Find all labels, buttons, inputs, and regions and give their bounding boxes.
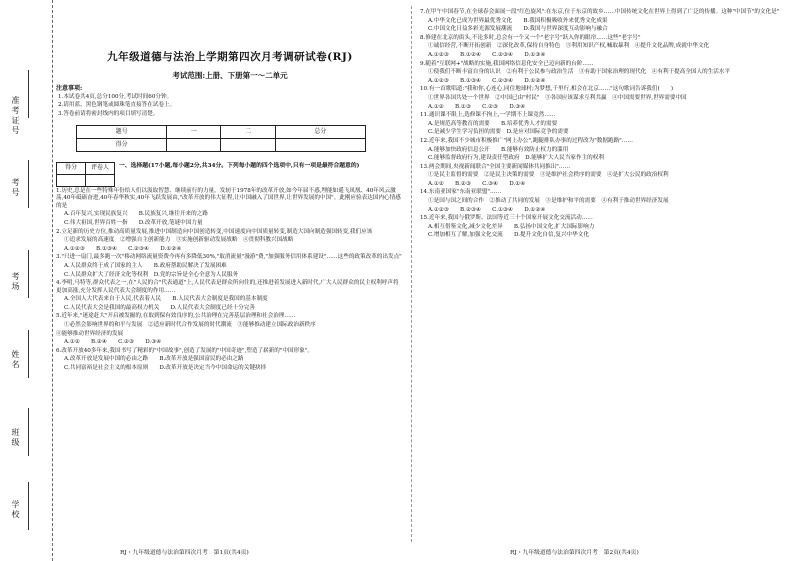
- paper-title: 九年级道德与法治上学期第四次月考调研试卷(RJ): [107, 51, 353, 63]
- note-item: 1.本试卷共4页,总分100分,考试时间60分钟。: [58, 93, 173, 100]
- score-row-label: 得分: [77, 138, 167, 151]
- score-cell[interactable]: [221, 138, 275, 151]
- question-stem: 5.近年来,"迷途赶大"开启被发掘的,在取到保有效良序的,公共治理在完善基层治理和社会治理……: [56, 313, 296, 320]
- question-options: A.改革开放是发展中国的必由之路 B.改革开放是强国富民的必由之路: [64, 356, 244, 363]
- footer-right: RJ・九年级道德与法治第四次月考 第2页(共4页): [510, 550, 639, 556]
- question-options: A.人民群众终于成了国家的主人 B.政府帮助民解决了发展困难: [64, 262, 227, 269]
- binding-label-class: 班级: [11, 428, 20, 448]
- question-options: C.能够监督政府行为,建设责任型政府 D.能够扩大人民当家作主的权利: [428, 155, 604, 162]
- binding-label-name: 姓名: [11, 350, 20, 370]
- score-cell[interactable]: [167, 138, 221, 151]
- right-column: [420, 8, 782, 548]
- question-stem: 7.在甲午中国春节,在全球春会面展一段"红色旋风":在东京,位于东京的故乡……中国传统文化在世界上得到了广泛的传播。这种"中国节"的文化是": [420, 9, 780, 15]
- question-options: ①诚信经营,不断开拓创新 ②深化改革,保持自身特色 ③利用知识产权,喊取暴利 ④提升文化品牌,成就中华文化: [428, 43, 710, 50]
- question-stem: 15.近年来,我国与俄罗斯、法国等近三十个国家开展文化交流活动……: [420, 215, 593, 222]
- binding-strip: [0, 0, 53, 561]
- grader-cell[interactable]: [57, 174, 86, 186]
- binding-blank-line: [28, 70, 30, 118]
- question-stem: 8.修建在北京的街头,不论多时,总会有一个又一个"老字号"跃入你的眼帘……这些"老字号": [420, 34, 641, 41]
- binding-label-seat-no: 考号: [11, 178, 20, 198]
- score-cell[interactable]: [275, 138, 365, 151]
- question-options: A.①②③ B.①③④ C.②③④ D.①②④: [428, 77, 546, 84]
- question-stem: 2.立足新的历史方位,推动高质量发展,推进中国制造向中国创造转变,中国速度向中国质量转变,制造大国向制造强国转变,我们应该: [56, 228, 373, 235]
- question-stem: 14.东南亚国家"东南亚联盟"……: [420, 189, 502, 196]
- grader-box: [56, 162, 115, 187]
- question-options: ①世界各国共处一个世界 ②中国已由"村民" ③各国应该谋求互利共赢 ④中国需要世界,世界需要中国: [428, 94, 687, 101]
- score-header: 题号: [77, 125, 167, 138]
- question-options: ①必然会影响世界的和平与发展 ②适应新时代合作发展的时代潮流 ③能够推动建立国际政治新秩序: [64, 322, 316, 329]
- question-options: ①是国与国之间的合作 ②推动了共同的发展 ③是维护和平的需要 ④有利于推动世界经济发展: [428, 198, 669, 205]
- note-item: 3.答卷前请将密封线内的项目填写清楚。: [58, 110, 159, 117]
- grader-cell[interactable]: [86, 174, 115, 186]
- question-stem: 3."只进一扇门,最多跑一次"移动网络流量资费今再有多降低30%,"取消流量"漫游"费,"加强服务信用体系建设"……这些的政策改革的出发点": [56, 254, 402, 261]
- right-questions: [420, 9, 782, 240]
- question-stem: 13.两会期间,央视新闻联合"全国主要新闻媒体共同推出"……: [420, 163, 571, 170]
- left-column: [56, 8, 404, 548]
- question-stem: 1.历史,总是在一些特殊年份给人们以汲取智慧、继续前行的力量。发轫于1978年的改革开放,如今年届不惑,埋能如遥飞凤凰、40年风云激荡,40年砥砺奋进,40年春华秋实,40年飞跃发展由,"改革开放的伟大征程,让中国融入了国世界,让世界发展的中国"。此刚应验表达国内心情感的是: [56, 187, 401, 209]
- score-header: 总分: [275, 125, 365, 138]
- question-stem: 4.李明,马特等,群众代表之一,在"人民的合"代表通道"上,人民代表是群众所向往的,还推进着发展进入新时代,广大人民群众的民主权利呼声将更加高涨,充分发挥人民代表大会制度的作用……: [56, 280, 399, 294]
- left-questions: [56, 188, 404, 373]
- question-options: A.①②③ B.①③④ C.②③④ D.①②④: [64, 245, 182, 252]
- question-stem: 10.有一首歌唱道:"我和你,心连心,同住地球村;为梦想,千里行,相会在北京……"这句歌词告诉我们( ): [420, 86, 674, 93]
- question-options: A.全国人大代表来自于人民,代表着人民 B.人民代表大会制度是我国的基本制度: [64, 296, 268, 303]
- score-header: 一: [167, 125, 221, 138]
- score-header: 二: [221, 125, 275, 138]
- question-stem: 12.近年来,我国不少城市积极推广"网上办公",跑腿排队办事的过程改为"数据跑路"……: [420, 137, 633, 144]
- question-options: A.是规范高等教育的需要 B.培养优秀人才的需要: [428, 120, 558, 127]
- question-options: A.①②③ B.①②④ C.②③④ D.①③④: [428, 51, 546, 58]
- section-one-instructions: 一、选择题(17小题,每小题2分,共34分。下列每小题的四个选项中,只有一项是最符合题意的): [119, 162, 360, 169]
- question-options: C.共同富裕是社会主义的根本原则 D.改革开放是决定当今中国命运的关键抉择: [64, 365, 267, 372]
- question-options: A.相互借鉴文化,减少文化差异 B.弘扬中国文化,扩大国际影响力: [428, 223, 595, 230]
- question-options: A.①② B.①③ C.②③ D.③④: [428, 103, 526, 110]
- column-divider: [411, 6, 413, 542]
- binding-blank-line: [28, 250, 30, 298]
- question-options: A.能够加快政府信息公开 B.能够有效防止权力的滥用: [428, 146, 569, 153]
- binding-label-room: 考场: [11, 272, 20, 292]
- binding-blank-line: [28, 330, 30, 378]
- question-options: A.①② B.②④ C.②③ D.③④: [64, 339, 162, 346]
- question-options: C.伟大祖国,世界百姓一指 D.改革开放,笔谜中国力量: [64, 219, 203, 226]
- binding-label-school: 学校: [11, 500, 20, 520]
- question-stem: 11.通识课不限上,选修课不拘上,一学期不上课竟然……: [420, 112, 556, 119]
- question-options: C.增加相互了解,加强文化交流 D.提升文化自信,复兴中华文化: [428, 232, 589, 239]
- question-stem: ④能够推动世界经济的发展: [56, 330, 124, 337]
- binding-blank-line: [28, 160, 30, 208]
- question-options: A.①② B.②③ C.③④ D.①④: [428, 180, 526, 187]
- notes-heading: 注意事项:: [56, 85, 83, 93]
- question-options: C.中国文化日益多彩光源发展潮流 D.我国与世界深度互动影响与融合: [428, 26, 608, 33]
- score-table: [76, 125, 366, 152]
- question-options: C.人民代表大会是我国的最高权力机关 D.人民代表大会制度已经十分完善: [64, 304, 255, 311]
- binding-label-exam-id: 准考证号: [11, 96, 20, 136]
- question-stem: 9.随着"互联网+"战略的实施,我国网络信息化安全已迈向新的台阶……: [420, 60, 594, 67]
- question-options: ①追求发展的高速度 ②增强自主创新能力 ③实施创新驱动发展战略 ④贯彻科教兴国战略: [64, 237, 294, 244]
- footer-left: RJ・九年级道德与法治第四次月考 第1页(共4页): [120, 550, 249, 556]
- exam-scope: 考试范围:上册、下册第一～二单元: [172, 70, 288, 80]
- question-options: A.中华文化已成为世界最优秀文化 B.我国积极吸收外来优秀文化成果: [428, 17, 608, 24]
- section-one-header: [56, 162, 404, 187]
- binding-blank-line: [28, 408, 30, 456]
- binding-blank-line: [28, 482, 30, 530]
- question-options: A.①②③ B.②③④ C.①③④ D.①②④: [428, 206, 546, 213]
- question-options: A.百年复兴,实现民族复兴 B.民族复兴,继往开来的之路: [64, 211, 208, 218]
- question-options: ①是民主监督的需要 ②是民主决策的需要 ③是维护社会秩序的需要 ④是扩大公民的政治权利: [428, 172, 669, 179]
- grader-box-grader: 评卷人: [86, 162, 115, 174]
- question-options: ①使我们不断丰富自身的认识 ②有利于公民参与政治生活 ③有助于国家治理的现代化 ④有利于提高全国人的生活水平: [428, 69, 731, 76]
- grader-box-score: 得分: [57, 162, 86, 174]
- question-stem: 6.改革开放40多年来,我国书写了精彩的"中国故事",创造了发展的"中国奇迹",塑造了崭新的"中国形象"。: [56, 347, 313, 354]
- question-options: C.人民群众扩大了经济文化等权利 D.党的宗旨是全心全意为人民服务: [64, 271, 239, 278]
- note-item: 2.请用蓝、黑色钢笔或圆珠笔直接答在试卷上。: [58, 102, 176, 109]
- question-options: C.是减少学生学习负担的需要 D.是应对国际竞争的需要: [428, 129, 569, 136]
